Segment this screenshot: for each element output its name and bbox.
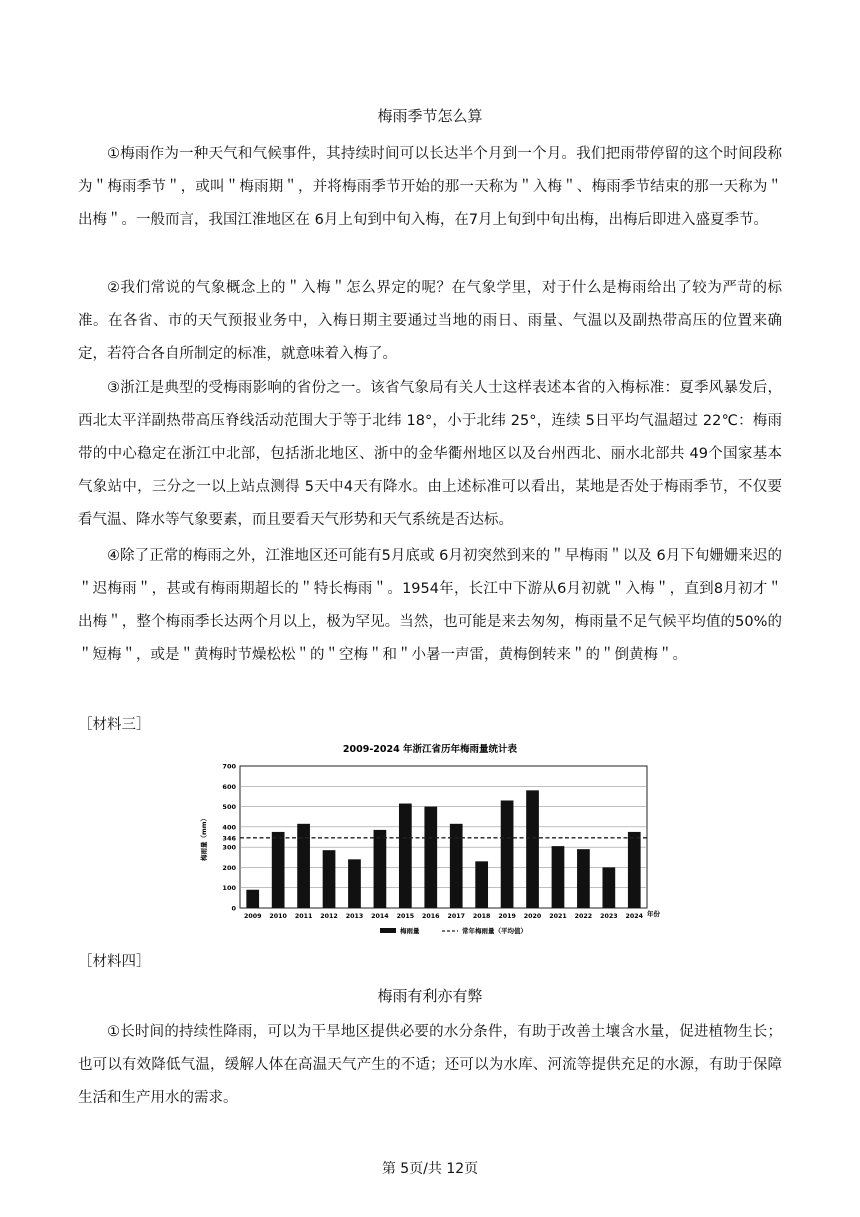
bar [450,824,463,908]
chart-y-label: 梅雨量（mm） [200,814,208,862]
chart-x-suffix: 年份 [647,910,660,918]
bar [602,867,615,908]
y-tick-label: 346 [222,834,236,843]
bar [297,824,310,908]
bar [246,890,259,908]
x-tick-label: 2020 [523,913,542,920]
x-tick-label: 2013 [345,913,364,920]
bar [577,849,590,908]
chart-plot-area [222,763,647,921]
x-tick-label: 2009 [243,913,262,920]
bar [552,846,565,908]
rainfall-bar-chart [200,738,660,950]
y-tick-label: 400 [222,823,236,832]
legend-bar-label: 梅雨量 [400,927,420,935]
y-tick-label: 300 [222,843,236,852]
x-tick-label: 2018 [472,913,491,920]
x-tick-label: 2015 [396,913,415,920]
chart-legend [380,926,527,935]
y-tick-label: 100 [222,884,236,893]
bar [526,790,539,908]
bar [374,830,387,908]
paragraph-4: ④除了正常的梅雨之外，江淮地区还可能有5月底或 6月初突然到来的＂早梅雨＂以及 6月下旬姗姗来迟的＂迟梅雨＂，甚或有梅雨期超长的＂特长梅雨＂。1954年，长江中下游从6月初就＂入梅＂，直到8月初才＂出梅＂，整个梅雨季长达两个月以上，极为罕见。当然，也可能是来去匆匆，梅雨量不足气候平均值的50%的＂短梅＂，或是＂黄梅时节燥松松＂的＂空梅＂和＂小暑一声雷，黄梅倒转来＂的＂倒黄梅＂。 [78,548,782,663]
x-tick-label: 2023 [600,913,618,920]
material-3-label: ［材料三］ [78,717,151,733]
x-tick-label: 2016 [422,913,440,920]
bar [475,861,488,908]
x-tick-label: 2024 [625,913,644,920]
bar [323,850,336,908]
bar [272,832,285,908]
y-tick-label: 600 [222,782,236,791]
legend-line-label: 常年梅雨量（平均值） [462,927,527,935]
paragraph-5: ①长时间的持续性降雨，可以为干旱地区提供必要的水分条件，有助于改善土壤含水量，促进植物生长；也可以有效降低气温，缓解人体在高温天气产生的不适；还可以为水库、河流等提供充足的水源，有助于保障生活和生产用水的需求。 [78,1024,782,1106]
bar [348,859,361,908]
section-title: 梅雨季节怎么算 [377,107,483,125]
y-tick-label: 200 [222,863,236,872]
y-tick-label: 0 [231,904,236,913]
page-footer: 第 5页/共 12页 [381,1161,479,1177]
x-tick-label: 2022 [574,913,593,920]
x-tick-label: 2011 [294,913,313,920]
bar [399,804,412,908]
section-title-2: 梅雨有利亦有弊 [377,987,483,1005]
y-tick-label: 700 [222,762,236,771]
x-tick-label: 2014 [371,913,389,920]
bar [628,832,641,908]
x-tick-label: 2012 [320,913,338,920]
x-tick-label: 2010 [269,913,287,920]
y-tick-label: 500 [222,803,236,812]
legend-bar-swatch [380,928,396,933]
material-4-label: ［材料四］ [78,954,151,970]
x-tick-label: 2017 [447,913,465,920]
paragraph-3: ③浙江是典型的受梅雨影响的省份之一。该省气象局有关人士这样表述本省的入梅标准：夏季风暴发后，西北太平洋副热带高压脊线活动范围大于等于北纬 18°，小于北纬 25°，连续 5日平均气温超过 22℃：梅雨带的中心稳定在浙江中北部，包括浙北地区、浙中的金华衢州地区以及台州西北、丽水北部共 49个国家基本气象站中，三分之一以上站点测得 5天中4天有降水。由上述标准可以看出，某地是否处于梅雨季节，不仅要看气温、降水等气象要素，而且要看天气形势和天气系统是否达标。 [78,380,782,528]
paragraph-1: ①梅雨作为一种天气和气候事件，其持续时间可以长达半个月到一个月。我们把雨带停留的这个时间段称为＂梅雨季节＂，或叫＂梅雨期＂，并将梅雨季节开始的那一天称为＂入梅＂、梅雨季节结束的那一天称为＂出梅＂。一般而言，我国江淮地区在 6月上旬到中旬入梅，在7月上旬到中旬出梅，出梅后即进入盛夏季节。 [78,146,782,228]
x-tick-label: 2019 [498,913,516,920]
chart-title: 2009-2024 年浙江省历年梅雨量统计表 [342,744,518,755]
bar [424,807,437,908]
bar [501,800,514,908]
paragraph-2: ②我们常说的气象概念上的＂入梅＂怎么界定的呢？在气象学里，对于什么是梅雨给出了较为严苛的标准。在各省、市的天气预报业务中，入梅日期主要通过当地的雨日、雨量、气温以及副热带高压的位置来确定，若符合各自所制定的标准，就意味着入梅了。 [78,280,782,362]
x-tick-label: 2021 [549,913,567,920]
